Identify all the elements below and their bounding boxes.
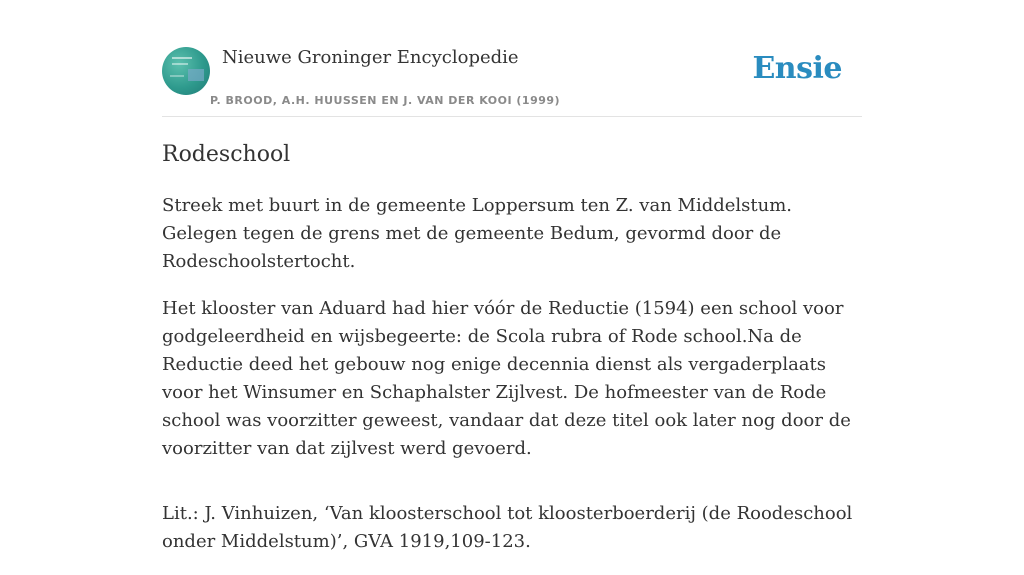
cover-detail	[188, 69, 204, 81]
cover-detail	[172, 57, 192, 59]
entry-title: Rodeschool	[162, 142, 291, 167]
ensie-logo-link[interactable]: Ensie	[752, 51, 842, 86]
cover-detail	[170, 75, 184, 77]
entry-paragraph: Het klooster van Aduard had hier vóór de Reductie (1594) een school voor godgeleerdheid en wijsbegeerte: de Scola rubra of Rode school.Na de Reductie deed het gebouw nog enige decennia dienst als vergaderplaats voor het Winsumer en Schaphalster Zijlvest. De hofmeester van de Rode school was voorzitter geweest, vandaar dat deze titel ook later nog door de voorzitter van dat zijlvest werd gevoerd.	[162, 298, 851, 459]
entry-paragraph: Streek met buurt in de gemeente Loppersum ten Z. van Middelstum. Gelegen tegen de grens met de gemeente Bedum, gevormd door de Rodeschoolstertocht.	[162, 195, 793, 272]
page	[162, 0, 862, 552]
book-title[interactable]: Nieuwe Groninger Encyclopedie	[222, 47, 519, 68]
book-cover-image[interactable]	[162, 47, 210, 95]
book-authors: P. BROOD, A.H. HUUSSEN EN J. VAN DER KOOI (1999)	[210, 94, 561, 107]
literature-reference: Lit.: J. Vinhuizen, ‘Van kloosterschool tot kloosterboerderij (de Roodeschool onder Middelstum)’, GVA 1919,109-123.	[162, 503, 853, 552]
cover-detail	[172, 63, 188, 65]
header	[162, 0, 862, 117]
entry-content	[162, 192, 862, 575]
